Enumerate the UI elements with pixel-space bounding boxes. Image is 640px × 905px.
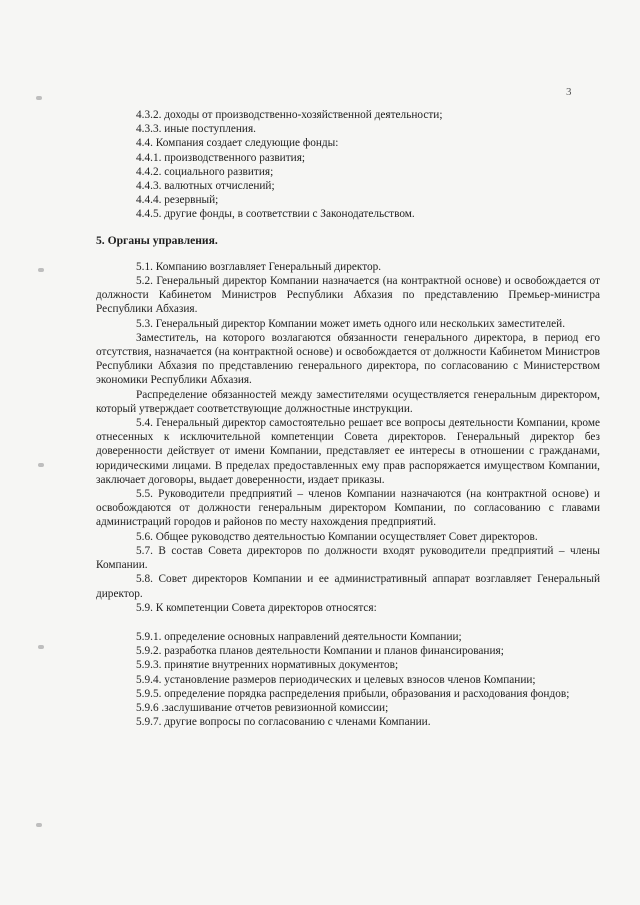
competence-item: 5.9.3. принятие внутренних нормативных документов; [136,659,399,672]
funds-list-item: 4.4.5. другие фонды, в соответствии с Законодательством. [136,208,415,221]
paragraph-5-6: 5.6. Общее руководство деятельностью Компании осуществляет Совет директоров. [136,530,538,543]
paragraph-deputy: Заместитель, на которого возлагаются обязанности генерального директора, в период его отсутствия, назначается (на контрактной основе) и освобождается от должности Кабинетом Министров Республики Абхазия по представлению генерального директора, по согласованию с Министерством экономики Республики Абхазия. [96,331,600,387]
scan-speck [36,823,42,827]
paragraph-5-2: 5.2. Генеральный директор Компании назначается (на контрактной основе) и освобождается от должности Кабинетом Министров Республики Абхазия по представлению Премьер-министра Республики Абхазия. [96,275,600,316]
spacer [96,615,600,630]
scan-speck [38,645,44,649]
paragraph-duties: Распределение обязанностей между заместителями осуществляется генеральным директором, который утверждает соответствующие должностные инструкции. [96,388,600,415]
section-title: 5. Органы управления. [96,233,218,247]
funds-list-item: 4.3.3. иные поступления. [136,123,256,136]
funds-list-item: 4.3.2. доходы от производственно-хозяйственной деятельности; [136,109,443,121]
scan-speck [38,463,44,467]
paragraph-5-9: 5.9. К компетенции Совета директоров относятся: [136,601,377,614]
document-body [96,108,600,729]
funds-list-item: 4.4.2. социального развития; [136,165,274,178]
competence-item: 5.9.6 .заслушивание отчетов ревизионной комиссии; [136,701,389,714]
competence-item: 5.9.7. другие вопросы по согласованию с членами Компании. [136,716,431,729]
competence-item: 5.9.5. определение порядка распределения прибыли, образования и расходования фондов; [136,687,570,700]
paragraph-5-4: 5.4. Генеральный директор самостоятельно решает все вопросы деятельности Компании, кроме отнесенных к исключительной компетенции Совета директоров. Генеральный директор без доверенности действует от имени Компании, представляет ее интересы в отношении с гражданами, юридическими лицами. В пределах предоставленных ему прав распоряжается имуществом Компании, заключает договоры, выдает доверенности, издает приказы. [96,417,600,486]
funds-list-item: 4.4.1. производственного развития; [136,151,306,164]
scan-speck [38,268,44,272]
paragraph-5-8: 5.8. Совет директоров Компании и ее административный аппарат возглавляет Генеральный директор. [96,573,600,600]
competence-item: 5.9.2. разработка планов деятельности Компании и планов финансирования; [136,645,504,658]
competence-item: 5.9.1. определение основных направлений деятельности Компании; [136,630,462,643]
paragraph-5-5: 5.5. Руководители предприятий – членов Компании назначаются (на контрактной основе) и освобождаются от должности генеральным директором Компании, по согласованию с главами администраций городов и районов по месту нахождения предприятий. [96,488,600,529]
paragraph-5-3: 5.3. Генеральный директор Компании может иметь одного или нескольких заместителей. [136,317,566,330]
funds-list-item: 4.4.3. валютных отчислений; [136,180,275,193]
paragraph-5-1: 5.1. Компанию возглавляет Генеральный директор. [136,260,382,273]
scan-speck [36,96,42,100]
page-number: 3 [566,86,572,98]
funds-list-item: 4.4.4. резервный; [136,194,219,207]
funds-list-item: 4.4. Компания создает следующие фонды: [136,137,339,150]
competence-item: 5.9.4. установление размеров периодических и целевых взносов членов Компании; [136,673,536,686]
paragraph-5-7: 5.7. В состав Совета директоров по должности входят руководители предприятий – члены Компании. [96,544,600,572]
